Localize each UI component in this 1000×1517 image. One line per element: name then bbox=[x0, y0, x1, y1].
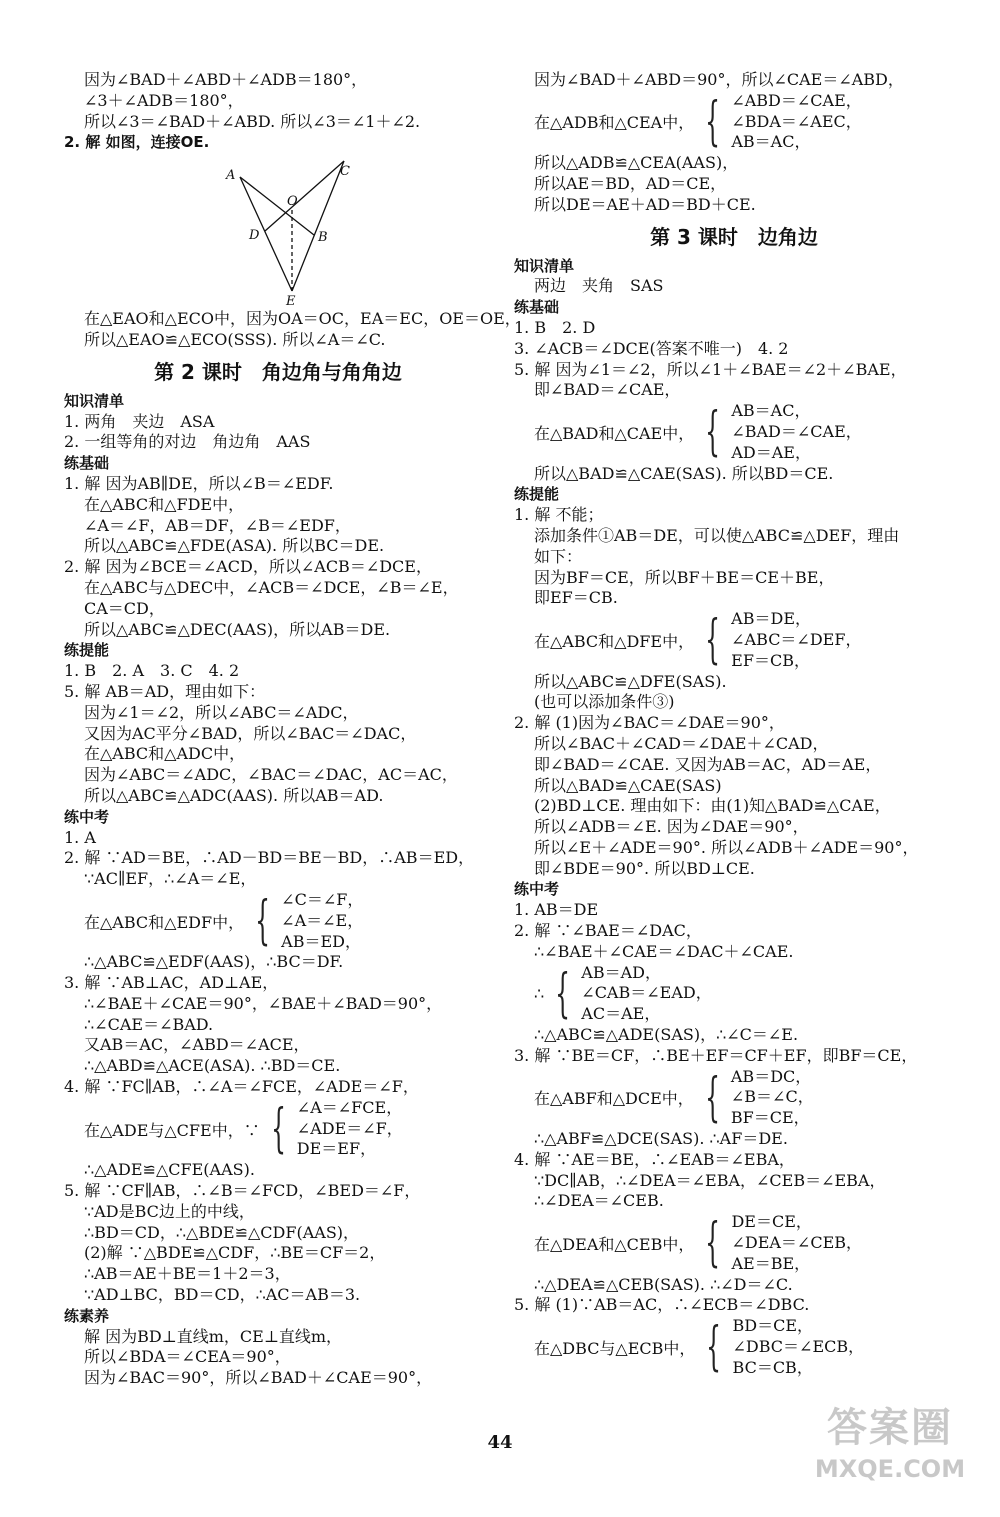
text-line: 即EF＝CB. bbox=[534, 588, 618, 608]
label-O: O bbox=[287, 194, 298, 210]
text-line: ∴△ABD≌△ACE(ASA). ∴BD＝CE. bbox=[84, 1056, 341, 1076]
section-title: 知识清单 bbox=[64, 391, 125, 410]
condition: DE＝CE， bbox=[731, 1212, 812, 1232]
text-line: 2. 解 ∵AD＝BE，∴AD－BD＝BE－BD，∴AB＝ED， bbox=[64, 848, 475, 868]
text-line: 所以△BAD≌△CAE(SAS) bbox=[534, 775, 722, 795]
brace-prefix: 在△ABF和△DCE中， bbox=[534, 1089, 694, 1109]
text-line: 在△ABC和△FDE中， bbox=[84, 494, 245, 514]
text-line: 1. A bbox=[64, 827, 96, 847]
text-line: ∠A＝∠F，AB＝DF，∠B＝∠EDF， bbox=[84, 515, 351, 535]
condition: DE＝EF， bbox=[296, 1139, 377, 1159]
text-line: 所以△ABC≌△DEC(AAS)，所以AB＝DE. bbox=[84, 619, 391, 639]
brace-system bbox=[514, 1067, 954, 1129]
brace-icon: { bbox=[705, 1213, 721, 1274]
text-line: ∵DC∥AB，∴∠DEA＝∠EBA，∠CEB＝∠EBA， bbox=[534, 1170, 886, 1190]
text-line: 1. B 2. A 3. C 4. 2 bbox=[64, 661, 240, 681]
text-line: 所以AE＝BD，AD＝CE， bbox=[534, 173, 727, 193]
text-line: ∵AD⊥BC，BD＝CD，∴AC＝AB＝3. bbox=[84, 1285, 361, 1305]
watermark-logo bbox=[800, 1402, 980, 1497]
condition: AB＝DE， bbox=[731, 609, 811, 629]
text-line: ∴△DEA≌△CEB(SAS). ∴∠D＝∠C. bbox=[534, 1274, 793, 1294]
brace-system bbox=[514, 1316, 954, 1378]
lesson-heading: 第 2 课时 角边角与角角边 bbox=[154, 359, 402, 384]
text-line: 5. 解 (1)∵AB＝AC，∴∠ECB＝∠DBC. bbox=[514, 1295, 810, 1315]
text-line: 所以DE＝AE＋AD＝BD＋CE. bbox=[534, 194, 756, 214]
text-line: ∴△ABC≌△ADE(SAS)，∴∠C＝∠E. bbox=[534, 1025, 799, 1045]
brace-system bbox=[514, 91, 954, 153]
text-line: 5. 解 因为∠1＝∠2，所以∠1＋∠BAE＝∠2＋∠BAE， bbox=[514, 359, 907, 379]
brace-system bbox=[64, 1098, 492, 1160]
condition: ∠ABC＝∠DEF， bbox=[731, 629, 862, 649]
condition: EF＝CB， bbox=[731, 650, 810, 670]
brace-system bbox=[514, 609, 954, 671]
text-line: 解 因为BD⊥直线m，CE⊥直线m， bbox=[84, 1326, 343, 1346]
segment-AB bbox=[240, 177, 314, 235]
section-title: 练中考 bbox=[514, 880, 560, 899]
text-line: 添加条件①AB＝DE，可以使△ABC≌△DEF，理由 bbox=[534, 525, 900, 545]
brace-prefix: ∴ bbox=[534, 984, 545, 1004]
text-line: 1. 解 不能； bbox=[514, 505, 604, 525]
condition: ∠BAD＝∠CAE， bbox=[731, 421, 862, 441]
text-line: ∴△ADE≌△CFE(AAS). bbox=[84, 1160, 255, 1180]
section-title: 练基础 bbox=[64, 454, 110, 473]
text-line: 2. 一组等角的对边 角边角 AAS bbox=[64, 432, 311, 452]
text-line: 在△ABC和△ADC中， bbox=[84, 744, 246, 764]
condition: ∠A＝∠E， bbox=[281, 910, 364, 930]
condition: ∠ABD＝∠CAE， bbox=[731, 90, 862, 110]
condition: AB＝AD， bbox=[581, 962, 661, 982]
text-line: ∵AC∥EF，∴∠A＝∠E， bbox=[84, 869, 257, 889]
condition: ∠CAB＝∠EAD， bbox=[581, 983, 712, 1003]
brace-icon: { bbox=[270, 1099, 286, 1160]
brace-prefix: 在△ADB和△CEA中， bbox=[534, 113, 695, 133]
brace-items bbox=[581, 963, 711, 1025]
text-line: 4. 解 ∵AE＝BE，∴∠EAB＝∠EBA， bbox=[514, 1149, 795, 1169]
label-E: E bbox=[286, 294, 296, 310]
condition: ∠DEA＝∠CEB， bbox=[731, 1233, 863, 1253]
text-line: ∴BD＝CD，∴△BDE≌△CDF(AAS)， bbox=[84, 1222, 360, 1242]
brace-system bbox=[514, 401, 954, 463]
text-line: 因为∠BAD＋∠ABD＝90°，所以∠CAE＝∠ABD， bbox=[534, 70, 904, 89]
condition: AB＝AC， bbox=[731, 401, 811, 421]
condition: AD＝AE， bbox=[731, 442, 811, 462]
text-line: 因为∠BAD＋∠ABD＋∠ADB＝180°， bbox=[84, 70, 368, 89]
text-line: ∠3＋∠ADB＝180°， bbox=[84, 90, 244, 110]
text-line: 所以△ABC≌△FDE(ASA). 所以BC＝DE. bbox=[84, 536, 385, 556]
brace-icon: { bbox=[705, 402, 721, 463]
brace-items bbox=[731, 1212, 862, 1274]
segment-CD bbox=[265, 161, 344, 231]
brace-items bbox=[731, 1067, 814, 1129]
text-line: 在△EAO和△ECO中，因为OA＝OC，EA＝EC，OE＝OE， bbox=[84, 309, 521, 329]
brace-icon: { bbox=[705, 91, 721, 152]
text-line: 4. 解 ∵FC∥AB，∴∠A＝∠FCE，∠ADE＝∠F， bbox=[64, 1077, 419, 1097]
text-line: 因为∠BAC＝90°，所以∠BAD＋∠CAE＝90°， bbox=[84, 1368, 433, 1388]
text-line: 5. 解 AB＝AD，理由如下： bbox=[64, 681, 266, 701]
brace-icon: { bbox=[704, 1067, 720, 1128]
text-line: 在△ABC与△DEC中，∠ACB＝∠DCE，∠B＝∠E， bbox=[84, 577, 459, 597]
brace-icon: { bbox=[255, 891, 271, 952]
brace-prefix: 在△ABC和△DFE中， bbox=[534, 631, 695, 651]
text-line: CA＝CD， bbox=[84, 598, 165, 618]
text-line: 所以∠ADB＝∠E. 因为∠DAE＝90°， bbox=[534, 817, 809, 837]
brace-system bbox=[64, 890, 492, 952]
text-line: 因为∠1＝∠2，所以∠ABC＝∠ADC， bbox=[84, 702, 359, 722]
text-line: 因为BF＝CE，所以BF＋BE＝CE＋BE， bbox=[534, 567, 835, 587]
brace-prefix: 在△BAD和△CAE中， bbox=[534, 423, 695, 443]
text-line: 1. B 2. D bbox=[514, 317, 596, 337]
condition: AB＝ED， bbox=[281, 931, 361, 951]
brace-prefix: 在△ABC和△EDF中， bbox=[84, 912, 245, 932]
text-line: 即∠BDE＝90°. 所以BD⊥CE. bbox=[534, 858, 755, 878]
text-line: 即∠BAD＝∠CAE. 又因为AB＝AC，AD＝AE， bbox=[534, 754, 882, 774]
label-D: D bbox=[249, 228, 260, 244]
brace-prefix: 在△DBC与△ECB中， bbox=[534, 1338, 696, 1358]
text-line: ∴∠CAE＝∠BAD. bbox=[84, 1014, 214, 1034]
text-line: 所以∠E＋∠ADE＝90°. 所以∠ADB＋∠ADE＝90°， bbox=[534, 837, 919, 857]
brace-prefix: 在△DEA和△CEB中， bbox=[534, 1234, 695, 1254]
text-line: ∴AB＝AE＋BE＝1＋2＝3， bbox=[84, 1264, 291, 1284]
text-line: 2. 解 (1)因为∠BAC＝∠DAE＝90°， bbox=[514, 713, 785, 733]
brace-items bbox=[297, 1098, 403, 1160]
brace-system bbox=[514, 1212, 954, 1274]
brace-icon: { bbox=[555, 963, 571, 1024]
page-number: 44 bbox=[487, 1432, 513, 1453]
question-title: 2. 解 如图，连接OE. bbox=[64, 133, 210, 152]
text-line: ∵AD是BC边上的中线， bbox=[84, 1201, 255, 1221]
text-line: 1. AB＝DE bbox=[514, 900, 599, 920]
text-line: 即∠BAD＝∠CAE， bbox=[534, 380, 681, 400]
text-line: ∴∠BAE＋∠CAE＝90°，∠BAE＋∠BAD＝90°， bbox=[84, 993, 443, 1013]
text-line: 因为∠ABC＝∠ADC，∠BAC＝∠DAC，AC＝AC， bbox=[84, 765, 458, 785]
text-line: 又AB＝AC，∠ABD＝∠ACE， bbox=[84, 1035, 310, 1055]
condition: ∠BDA＝∠AEC， bbox=[731, 111, 862, 131]
brace-icon: { bbox=[706, 1317, 722, 1378]
brace-items bbox=[731, 609, 861, 671]
brace-items bbox=[731, 91, 861, 153]
condition: AE＝BE， bbox=[731, 1253, 811, 1273]
text-line: 所以∠3＝∠BAD＋∠ABD. 所以∠3＝∠1＋∠2. bbox=[84, 111, 421, 131]
watermark-line2: MXQE.COM bbox=[814, 1455, 966, 1483]
text-line: (2)BD⊥CE. 理由如下：由(1)知△BAD≌△CAE， bbox=[534, 796, 891, 816]
right-column bbox=[514, 70, 954, 1379]
label-A: A bbox=[226, 168, 236, 184]
text-line: 所以△EAO≌△ECO(SSS). 所以∠A＝∠C. bbox=[84, 329, 386, 349]
text-line: 又因为AC平分∠BAD，所以∠BAC＝∠DAC， bbox=[84, 723, 417, 743]
section-title: 练基础 bbox=[514, 298, 560, 317]
section-title: 练提能 bbox=[64, 641, 110, 660]
brace-icon: { bbox=[705, 610, 721, 671]
section-title: 练中考 bbox=[64, 807, 110, 826]
condition: ∠DBC＝∠ECB， bbox=[732, 1337, 865, 1357]
condition: AB＝AC， bbox=[731, 132, 811, 152]
text-line: 3. 解 ∵AB⊥AC，AD⊥AE， bbox=[64, 973, 279, 993]
text-line: 所以△ABC≌△ADC(AAS). 所以AB＝AD. bbox=[84, 785, 384, 805]
text-line: ∴∠BAE＋∠CAE＝∠DAC＋∠CAE. bbox=[534, 941, 794, 961]
text-line: 所以∠BDA＝∠CEA＝90°， bbox=[84, 1347, 291, 1367]
text-line: 3. 解 ∵BE＝CF，∴BE＋EF＝CF＋EF，即BF＝CE， bbox=[514, 1045, 918, 1065]
section-title: 练提能 bbox=[514, 485, 560, 504]
watermark-line1: 答案圈 bbox=[827, 1405, 953, 1451]
condition: AB＝DC， bbox=[730, 1066, 812, 1086]
text-line: ∴△ABF≌△DCE(SAS). ∴AF＝DE. bbox=[534, 1129, 788, 1149]
condition: BC＝CB， bbox=[732, 1357, 813, 1377]
section-title: 知识清单 bbox=[514, 256, 575, 275]
segment-CE bbox=[292, 161, 344, 291]
condition: BD＝CE， bbox=[732, 1316, 814, 1336]
section-title: 练素养 bbox=[64, 1306, 110, 1325]
brace-system bbox=[514, 963, 954, 1025]
condition: AC＝AE， bbox=[581, 1004, 661, 1024]
text-line: 1. 两角 夹边 ASA bbox=[64, 411, 215, 431]
condition: ∠ADE＝∠F， bbox=[296, 1118, 403, 1138]
text-line: (也可以添加条件③) bbox=[534, 692, 675, 712]
condition: ∠A＝∠FCE， bbox=[296, 1097, 403, 1117]
lesson-heading: 第 3 课时 边角边 bbox=[650, 224, 818, 249]
condition: BF＝CE， bbox=[730, 1108, 810, 1128]
segment-AE bbox=[240, 177, 292, 291]
geometry-figure bbox=[204, 155, 350, 310]
text-line: 如下： bbox=[534, 546, 583, 566]
text-line: 1. 解 因为AB∥DE，所以∠B＝∠EDF. bbox=[64, 473, 334, 493]
text-line: 3. ∠ACB＝∠DCE(答案不唯一) 4. 2 bbox=[514, 338, 789, 358]
brace-items bbox=[733, 1316, 865, 1378]
label-C: C bbox=[340, 164, 350, 180]
brace-items bbox=[281, 890, 363, 952]
text-line: 所以△ABC≌△DFE(SAS). bbox=[534, 671, 727, 691]
brace-items bbox=[731, 401, 861, 463]
text-line: (2)解 ∵△BDE≌△CDF，∴BE＝CF＝2， bbox=[84, 1243, 386, 1263]
condition: ∠B＝∠C， bbox=[730, 1087, 814, 1107]
text-line: 5. 解 ∵CF∥AB，∴∠B＝∠FCD，∠BED＝∠F， bbox=[64, 1181, 421, 1201]
text-line: 所以△ADB≌△CEA(AAS)， bbox=[534, 153, 739, 173]
brace-prefix: 在△ADE与△CFE中，∵ bbox=[84, 1120, 260, 1140]
text-line: 两边 夹角 SAS bbox=[534, 276, 664, 296]
condition: ∠C＝∠F， bbox=[281, 889, 364, 909]
text-line: ∴∠DEA＝∠CEB. bbox=[534, 1191, 664, 1211]
text-line: 所以△BAD≌△CAE(SAS). 所以BD＝CE. bbox=[534, 463, 834, 483]
text-line: 所以∠BAC＋∠CAD＝∠DAE＋∠CAD， bbox=[534, 733, 829, 753]
text-line: 2. 解 ∵∠BAE＝∠DAC， bbox=[514, 921, 702, 941]
text-line: ∴△ABC≌△EDF(AAS)，∴BC＝DF. bbox=[84, 952, 344, 972]
left-column bbox=[64, 70, 521, 1389]
text-line: 2. 解 因为∠BCE＝∠ACD，所以∠ACB＝∠DCE， bbox=[64, 557, 432, 577]
label-B: B bbox=[318, 230, 328, 246]
